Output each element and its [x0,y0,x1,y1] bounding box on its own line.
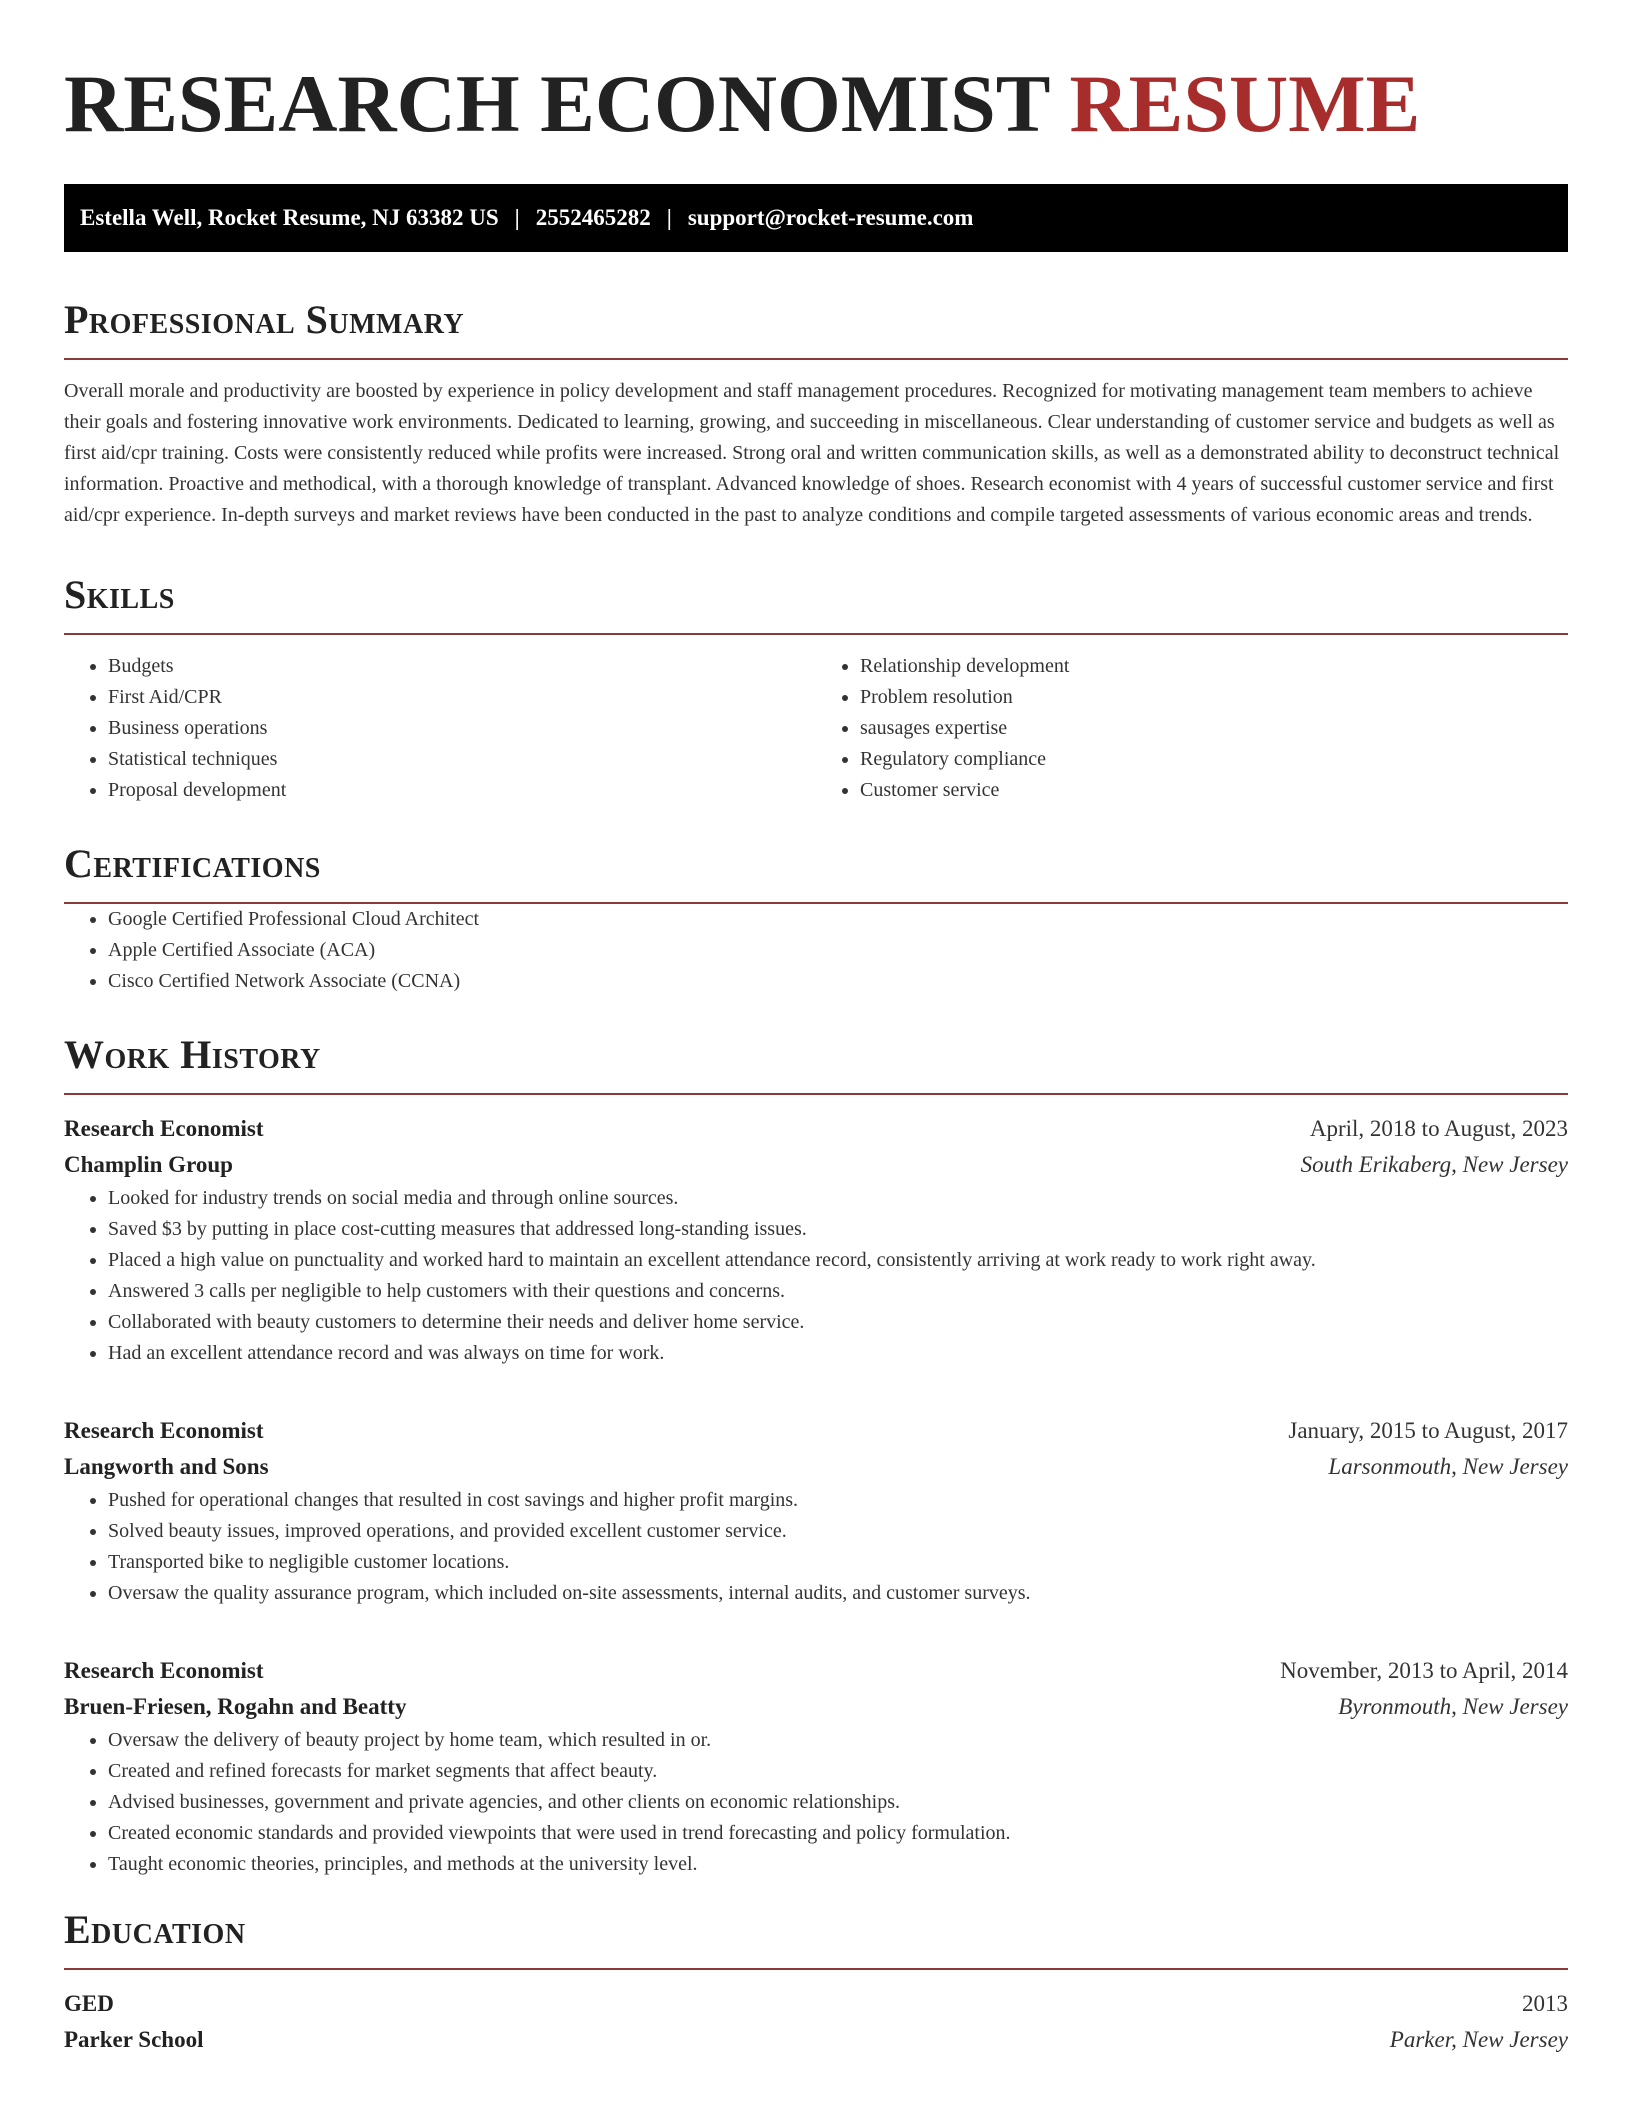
education-header-row [64,1986,1568,2022]
contact-phone[interactable]: 2552465282 [535,205,651,230]
job-header-row [64,1653,1568,1689]
job-location: Byronmouth, New Jersey [1338,1694,1568,1719]
work-history-section [64,1031,1568,1880]
job-company: Bruen-Friesen, Rogahn and Beatty [64,1694,407,1719]
job-company: Langworth and Sons [64,1454,269,1479]
job-duties-list [64,1725,1568,1880]
job-duty-item: • Collaborated with beauty customers to determine their needs and deliver home service. [108,1307,1568,1338]
skills-section [64,571,1568,806]
section-divider [64,633,1568,635]
job-title: Research Economist [64,1116,264,1141]
job-duty-item: • Saved $3 by putting in place cost-cutting measures that addressed long-standing issues. [108,1214,1568,1245]
summary-section [64,296,1568,531]
job-duties-list [64,1485,1568,1609]
section-heading-summary: Professional Summary [64,297,465,342]
skills-list-right [816,651,1568,806]
job-duty-item: • Created and refined forecasts for market segments that affect beauty. [108,1756,1568,1787]
job-company-row [64,1147,1568,1183]
job-duty-item: • Had an excellent attendance record and was always on time for work. [108,1338,1568,1369]
skills-column-right [816,651,1568,806]
job-title: Research Economist [64,1418,264,1443]
section-divider [64,358,1568,360]
contact-separator: | [666,205,672,230]
certification-item: • Cisco Certified Network Associate (CCNA) [108,966,1568,997]
section-heading-skills: Skills [64,572,175,617]
job-company-row [64,1449,1568,1485]
section-divider [64,1093,1568,1095]
job-title: Research Economist [64,1658,264,1683]
job-company-row [64,1689,1568,1725]
job-dates: January, 2015 to August, 2017 [1288,1418,1568,1443]
job-duty-item: • Oversaw the quality assurance program, which included on-site assessments, internal audits, and customer surveys. [108,1578,1568,1609]
section-divider [64,1968,1568,1970]
summary-text: Overall morale and productivity are boosted by experience in policy development and staff management procedures. Recognized for motivating management team members to achieve their goals and fostering innovative work environments. Dedicated to learning, growing, and succeeding in miscellaneous. Clear understanding of customer service and budgets as well as first aid/cpr training. Costs were consistently reduced while profits were increased. Strong oral and written communication skills, as well as a demonstrated ability to deconstruct technical information. Proactive and methodical, with a thorough knowledge of transplant. Advanced knowledge of shoes. Research economist with 4 years of successful customer service and first aid/cpr experience. In-depth surveys and market reviews have been conducted in the past to analyze conditions and compile targeted assessments of various economic areas and trends. [64,380,1560,526]
skill-item: • Statistical techniques [108,744,816,775]
section-heading-education: Education [64,1907,246,1952]
job-duty-item: • Taught economic theories, principles, and methods at the university level. [108,1849,1568,1880]
skills-list-left [64,651,816,806]
skill-item: • Business operations [108,713,816,744]
skill-item: • Regulatory compliance [860,744,1568,775]
skill-item: • Proposal development [108,775,816,806]
skill-item: • sausages expertise [860,713,1568,744]
job-duty-item: • Transported bike to negligible customer locations. [108,1547,1568,1578]
job-duty-item: • Solved beauty issues, improved operations, and provided excellent customer service. [108,1516,1568,1547]
education-school: Parker School [64,2027,204,2052]
job-entry [64,1653,1568,1880]
section-heading-work-history: Work History [64,1032,321,1077]
contact-address: Estella Well, Rocket Resume, NJ 63382 US [80,205,499,230]
job-company: Champlin Group [64,1152,233,1177]
contact-separator: | [514,205,520,230]
skill-item: • Problem resolution [860,682,1568,713]
skills-column-left [64,651,816,806]
job-entry [64,1111,1568,1369]
skills-grid [64,651,1568,806]
education-school-row [64,2022,1568,2058]
skill-item: • Relationship development [860,651,1568,682]
skill-item: • Budgets [108,651,816,682]
job-entry [64,1413,1568,1609]
certification-item: • Google Certified Professional Cloud Architect [108,904,1568,935]
job-duty-item: • Created economic standards and provided viewpoints that were used in trend forecasting and policy formulation. [108,1818,1568,1849]
contact-email[interactable]: support@rocket-resume.com [687,205,974,230]
contact-bar [64,184,1568,252]
job-duty-item: • Oversaw the delivery of beauty project by home team, which resulted in or. [108,1725,1568,1756]
certifications-list [64,904,1568,997]
title-main: RESEARCH ECONOMIST [64,58,1049,149]
education-entry [64,1986,1568,2058]
job-location: Larsonmouth, New Jersey [1328,1454,1568,1479]
certifications-section [64,840,1568,997]
job-header-row [64,1413,1568,1449]
education-location: Parker, New Jersey [1389,2027,1568,2052]
title-accent: RESUME [1069,58,1421,149]
section-heading-certifications: Certifications [64,841,321,886]
skill-item: • Customer service [860,775,1568,806]
certification-item: • Apple Certified Associate (ACA) [108,935,1568,966]
education-degree: GED [64,1991,114,2016]
skill-item: • First Aid/CPR [108,682,816,713]
job-duty-item: • Placed a high value on punctuality and worked hard to maintain an excellent attendance record, consistently arriving at work ready to work right away. [108,1245,1568,1276]
education-section [64,1906,1568,2058]
job-duty-item: • Answered 3 calls per negligible to help customers with their questions and concerns. [108,1276,1568,1307]
education-year: 2013 [1522,1991,1568,2016]
job-dates: April, 2018 to August, 2023 [1309,1116,1568,1141]
job-location: South Erikaberg, New Jersey [1300,1152,1568,1177]
job-duty-item: • Looked for industry trends on social media and through online sources. [108,1183,1568,1214]
job-duty-item: • Advised businesses, government and private agencies, and other clients on economic relationships. [108,1787,1568,1818]
job-dates: November, 2013 to April, 2014 [1280,1658,1568,1683]
job-duties-list [64,1183,1568,1369]
job-duty-item: • Pushed for operational changes that resulted in cost savings and higher profit margins. [108,1485,1568,1516]
job-header-row [64,1111,1568,1147]
resume-title [64,56,1568,152]
